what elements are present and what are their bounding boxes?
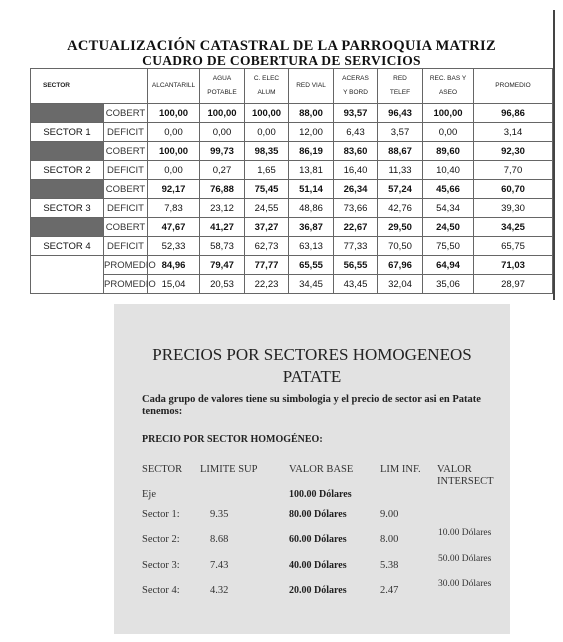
table-cell: 75,45 <box>245 180 289 199</box>
table-cell: 57,24 <box>378 180 423 199</box>
row-kind-label: DEFICIT <box>104 237 148 256</box>
table-cell: 100,00 <box>245 104 289 123</box>
sector-label: SECTOR 1 <box>31 123 104 142</box>
header-alcantarillado: ALCANTARILL <box>148 69 200 104</box>
table-cell: 67,96 <box>378 256 423 275</box>
precios-header-valor-base: VALOR BASE <box>289 464 354 475</box>
table-cell: 100,00 <box>423 104 474 123</box>
table-cell: 23,12 <box>200 199 245 218</box>
table-cell: 3,57 <box>378 123 423 142</box>
row-kind-label: COBERT <box>104 104 148 123</box>
table-cell: 34,25 <box>474 218 553 237</box>
table-cell: 52,33 <box>148 237 200 256</box>
table-cell: 20,53 <box>200 275 245 294</box>
table-cell: 84,96 <box>148 256 200 275</box>
precios-sector-limite-sup: 7.43 <box>210 560 229 571</box>
precios-sector-limite-sup: 9.35 <box>210 509 229 520</box>
table-cell: 35,06 <box>423 275 474 294</box>
precios-panel <box>114 304 510 634</box>
table-cell: 99,73 <box>200 142 245 161</box>
row-kind-label: DEFICIT <box>104 161 148 180</box>
table-header-row <box>31 69 553 104</box>
table-cell: 88,00 <box>289 104 334 123</box>
row-kind-label: PROMEDIO <box>104 275 148 294</box>
table-cell: 73,66 <box>334 199 378 218</box>
precios-sector-lim-inf: 5.38 <box>380 560 399 571</box>
table-cell: 42,76 <box>378 199 423 218</box>
precios-sector-valor-base: 60.00 Dólares <box>289 534 347 545</box>
sector-band <box>31 218 104 237</box>
table-row <box>31 123 553 142</box>
table-cell: 100,00 <box>148 104 200 123</box>
table-cell: 60,70 <box>474 180 553 199</box>
precios-header-valor-intersect: VALOR INTERSECT <box>437 464 494 487</box>
precios-title: PRECIOS POR SECTORES HOMOGENEOS PATATE <box>152 345 472 386</box>
table-cell: 7,70 <box>474 161 553 180</box>
table-cell: 100,00 <box>148 142 200 161</box>
table-cell: 51,14 <box>289 180 334 199</box>
header-sector: SECTOR <box>31 69 148 104</box>
coverage-table <box>30 68 553 294</box>
table-cell: 64,94 <box>423 256 474 275</box>
table-cell: 24,50 <box>423 218 474 237</box>
table-cell: 15,04 <box>148 275 200 294</box>
precios-intersect-3: 30.00 Dólares <box>438 579 492 589</box>
table-cell: 0,27 <box>200 161 245 180</box>
table-cell: 45,66 <box>423 180 474 199</box>
precios-sector-label: Sector 3: <box>142 560 180 571</box>
table-cell: 6,43 <box>334 123 378 142</box>
precios-header-limite-sup: LIMITE SUP <box>200 464 258 475</box>
table-row <box>31 199 553 218</box>
sector-band <box>31 180 104 199</box>
table-cell: 34,45 <box>289 275 334 294</box>
table-cell: 48,86 <box>289 199 334 218</box>
sector-label: SECTOR 2 <box>31 161 104 180</box>
table-cell: 39,30 <box>474 199 553 218</box>
table-cell: 3,14 <box>474 123 553 142</box>
table-cell: 54,34 <box>423 199 474 218</box>
table-cell: 26,34 <box>334 180 378 199</box>
precios-sector-label: Sector 4: <box>142 585 180 596</box>
sector-band <box>31 142 104 161</box>
header-rec-bas: REC. BAS Y ASEO <box>423 69 474 104</box>
row-kind-label: COBERT <box>104 218 148 237</box>
table-row <box>31 161 553 180</box>
table-cell: 37,27 <box>245 218 289 237</box>
precios-sector-valor-base: 20.00 Dólares <box>289 585 347 596</box>
table-cell: 0,00 <box>423 123 474 142</box>
table-cell: 77,33 <box>334 237 378 256</box>
table-cell: 58,73 <box>200 237 245 256</box>
table-cell: 12,00 <box>289 123 334 142</box>
precios-sector-valor-base: 40.00 Dólares <box>289 560 347 571</box>
table-cell: 22,67 <box>334 218 378 237</box>
table-cell: 96,86 <box>474 104 553 123</box>
table-cell: 43,45 <box>334 275 378 294</box>
table-cell: 13,81 <box>289 161 334 180</box>
precios-intersect-2: 50.00 Dólares <box>438 554 492 564</box>
table-cell: 7,83 <box>148 199 200 218</box>
table-cell: 65,55 <box>289 256 334 275</box>
table-cell: 10,40 <box>423 161 474 180</box>
table-cell: 56,55 <box>334 256 378 275</box>
table-cell: 70,50 <box>378 237 423 256</box>
precios-eje-label: Eje <box>142 489 156 500</box>
table-cell: 29,50 <box>378 218 423 237</box>
header-red-telef: RED TELEF <box>378 69 423 104</box>
table-row <box>31 218 553 237</box>
table-cell: 86,19 <box>289 142 334 161</box>
table-cell: 93,57 <box>334 104 378 123</box>
row-kind-label: DEFICIT <box>104 199 148 218</box>
precios-sector-label: Sector 2: <box>142 534 180 545</box>
header-elec: C. ELEC ALUM <box>245 69 289 104</box>
table-cell: 41,27 <box>200 218 245 237</box>
table-cell: 65,75 <box>474 237 553 256</box>
table-row <box>31 104 553 123</box>
row-kind-label: PROMEDIO <box>104 256 148 275</box>
precios-sector-limite-sup: 8.68 <box>210 534 229 545</box>
table-row <box>31 275 553 294</box>
row-kind-label: DEFICIT <box>104 123 148 142</box>
sector-empty-cell <box>31 256 104 294</box>
table-cell: 75,50 <box>423 237 474 256</box>
table-cell: 92,30 <box>474 142 553 161</box>
table-cell: 88,67 <box>378 142 423 161</box>
row-kind-label: COBERT <box>104 142 148 161</box>
table-row <box>31 237 553 256</box>
table-cell: 98,35 <box>245 142 289 161</box>
table-cell: 96,43 <box>378 104 423 123</box>
header-aceras: ACERAS Y BORD <box>334 69 378 104</box>
precios-sector-lim-inf: 8.00 <box>380 534 399 545</box>
table-cell: 36,87 <box>289 218 334 237</box>
precios-subtitle: PRECIO POR SECTOR HOMOGÉNEO: <box>142 434 323 445</box>
table-cell: 89,60 <box>423 142 474 161</box>
sector-label: SECTOR 4 <box>31 237 104 256</box>
table-cell: 92,17 <box>148 180 200 199</box>
precios-sector-lim-inf: 9.00 <box>380 509 399 520</box>
table-cell: 0,00 <box>148 123 200 142</box>
precios-sector-valor-base: 80.00 Dólares <box>289 509 347 520</box>
table-cell: 62,73 <box>245 237 289 256</box>
table-row <box>31 180 553 199</box>
table-cell: 28,97 <box>474 275 553 294</box>
table-cell: 24,55 <box>245 199 289 218</box>
precios-sector-limite-sup: 4.32 <box>210 585 229 596</box>
precios-sector-label: Sector 1: <box>142 509 180 520</box>
table-cell: 71,03 <box>474 256 553 275</box>
table-cell: 47,67 <box>148 218 200 237</box>
precios-header-lim-inf: LIM INF. <box>380 464 421 475</box>
precios-header-sector: SECTOR <box>142 464 183 475</box>
table-cell: 83,60 <box>334 142 378 161</box>
table-cell: 79,47 <box>200 256 245 275</box>
precios-eje-valor-base: 100.00 Dólares <box>289 489 352 500</box>
table-cell: 100,00 <box>200 104 245 123</box>
row-kind-label: COBERT <box>104 180 148 199</box>
table-cell: 32,04 <box>378 275 423 294</box>
table-row <box>31 142 553 161</box>
precios-intersect-1: 10.00 Dólares <box>438 528 492 538</box>
table-cell: 22,23 <box>245 275 289 294</box>
sector-label: SECTOR 3 <box>31 199 104 218</box>
header-red-vial: RED VIAL <box>289 69 334 104</box>
header-promedio: PROMEDIO <box>474 69 553 104</box>
table-cell: 1,65 <box>245 161 289 180</box>
precios-sector-lim-inf: 2.47 <box>380 585 399 596</box>
table-cell: 0,00 <box>245 123 289 142</box>
table-cell: 63,13 <box>289 237 334 256</box>
precios-description: Cada grupo de valores tiene su simbologia y el precio de sector asi en Patate tenemos: <box>142 394 481 417</box>
table-cell: 76,88 <box>200 180 245 199</box>
sector-band <box>31 104 104 123</box>
table-cell: 77,77 <box>245 256 289 275</box>
document-subtitle: CUADRO DE COBERTURA DE SERVICIOS <box>142 53 421 68</box>
header-agua: AGUA POTABLE <box>200 69 245 104</box>
table-cell: 0,00 <box>148 161 200 180</box>
table-cell: 0,00 <box>200 123 245 142</box>
table-cell: 11,33 <box>378 161 423 180</box>
table-cell: 16,40 <box>334 161 378 180</box>
document-title: ACTUALIZACIÓN CATASTRAL DE LA PARROQUIA MATRIZ <box>67 38 496 54</box>
table-row <box>31 256 553 275</box>
